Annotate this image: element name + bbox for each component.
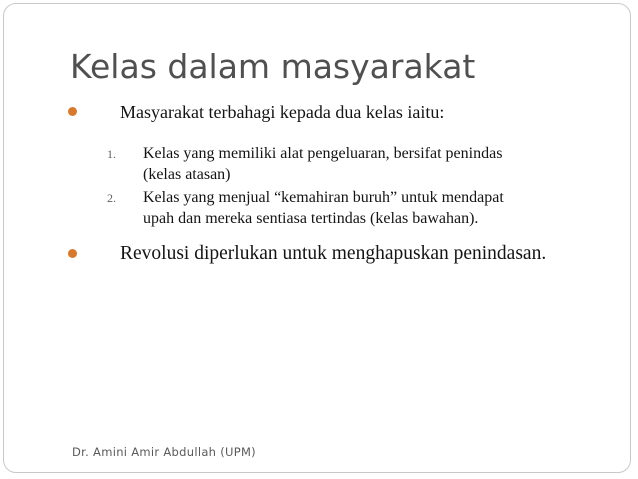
list-item-2-line-2: upah dan mereka sentiasa tertindas (kelas bawahan).: [143, 210, 479, 227]
list-item-2-line-1: Kelas yang menjual “kemahiran buruh” untuk mendapat: [143, 189, 504, 206]
list-item-1-line-2: (kelas atasan): [143, 166, 231, 183]
slide-footer: Dr. Amini Amir Abdullah (UPM): [72, 445, 256, 459]
list-item-1-number: 1.: [107, 147, 116, 161]
bullet-1-text: Masyarakat terbahagi kepada dua kelas iaitu:: [120, 102, 445, 122]
slide: [3, 3, 631, 473]
bullet-dot-icon: [68, 249, 77, 258]
bullet-2-text: Revolusi diperlukan untuk menghapuskan penindasan.: [120, 243, 547, 264]
bullet-dot-icon: [68, 107, 77, 116]
list-item-2-number: 2.: [107, 191, 116, 205]
list-item-1-line-1: Kelas yang memiliki alat pengeluaran, bersifat penindas: [143, 145, 503, 162]
slide-title: Kelas dalam masyarakat: [70, 47, 476, 86]
